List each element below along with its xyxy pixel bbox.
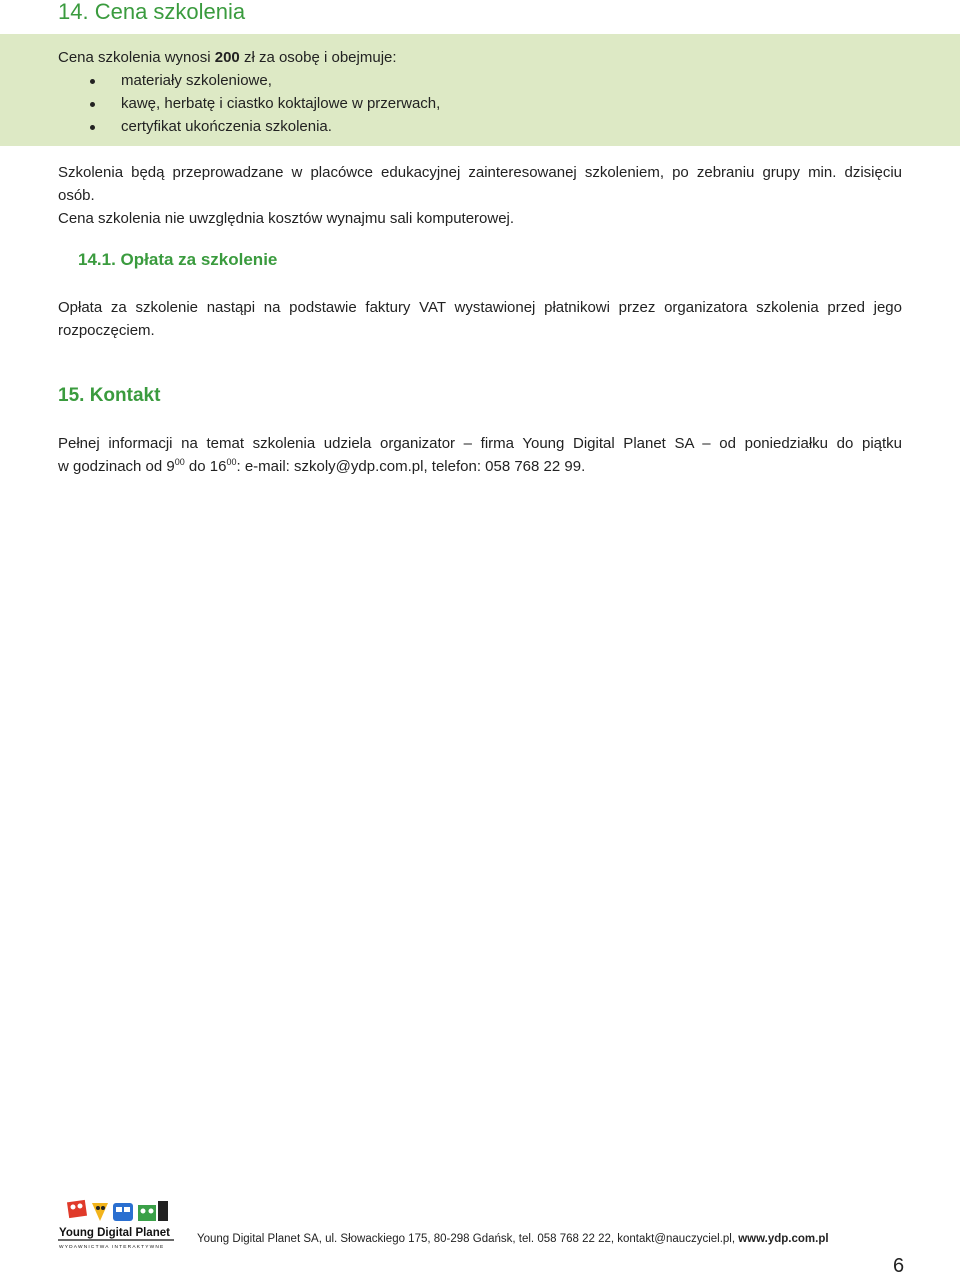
contact-text: do 16 <box>184 458 227 475</box>
logo-name: Young Digital Planet <box>59 1227 170 1239</box>
company-logo <box>58 1195 174 1251</box>
section-15-heading: 15. Kontakt <box>58 385 161 406</box>
paragraph-line: Pełnej informacji na temat szkolenia udziela organizator – firma Young Digital Planet SA – od poniedziałku do piątku <box>58 435 902 452</box>
time-superscript: 00 <box>226 457 237 467</box>
time-superscript: 00 <box>174 457 185 467</box>
list-item-label: certyfikat ukończenia szkolenia. <box>121 118 332 135</box>
bullet-icon <box>90 79 95 84</box>
footer-contact: Young Digital Planet SA, ul. Słowackiego 175, 80-298 Gdańsk, tel. 058 768 22 22, kontakt@nauczyciel.pl, <box>197 1233 739 1245</box>
contact-line <box>58 455 585 478</box>
section-number: 14. <box>58 0 89 24</box>
contact-details: : e-mail: szkoly@ydp.com.pl, telefon: 058 768 22 99. <box>236 458 586 475</box>
footer-website-link[interactable]: www.ydp.com.pl <box>738 1233 829 1245</box>
paragraph-line: Szkolenia będą przeprowadzane w placówce edukacyjnej zainteresowanej szkoleniem, po zebraniu grupy min. dzisięciu <box>58 164 902 181</box>
paragraph-line: osób. <box>58 187 95 204</box>
contact-text: w godzinach od 9 <box>58 458 175 475</box>
paragraph: Cena szkolenia nie uwzględnia kosztów wynajmu sali komputerowej. <box>58 210 515 227</box>
section-title: Cena szkolenia <box>94 0 246 24</box>
price-intro-text: Cena szkolenia wynosi <box>58 49 215 66</box>
bullet-icon <box>90 125 95 130</box>
paragraph-line: Opłata za szkolenie nastąpi na podstawie faktury VAT wystawionej płatnikowi przez organizatora szkolenia przed jego <box>58 299 902 316</box>
list-item-label: kawę, herbatę i ciastko koktajlowe w przerwach, <box>121 95 441 112</box>
price-intro <box>58 46 397 69</box>
logo-subtitle: WYDAWNICTWA INTERAKTYWNE <box>59 1245 165 1250</box>
page-number: 6 <box>893 1255 905 1277</box>
paragraph-line: rozpoczęciem. <box>58 322 155 339</box>
price-amount: 200 <box>214 49 240 66</box>
section-14-heading <box>58 0 245 27</box>
price-intro-text-end: zł za osobę i obejmuje: <box>239 49 397 66</box>
list-item-label: materiały szkoleniowe, <box>121 72 272 89</box>
bullet-icon <box>90 102 95 107</box>
footer-address <box>197 1231 829 1247</box>
logo-figures-icon <box>67 1200 168 1221</box>
subsection-heading: 14.1. Opłata za szkolenie <box>78 250 278 269</box>
